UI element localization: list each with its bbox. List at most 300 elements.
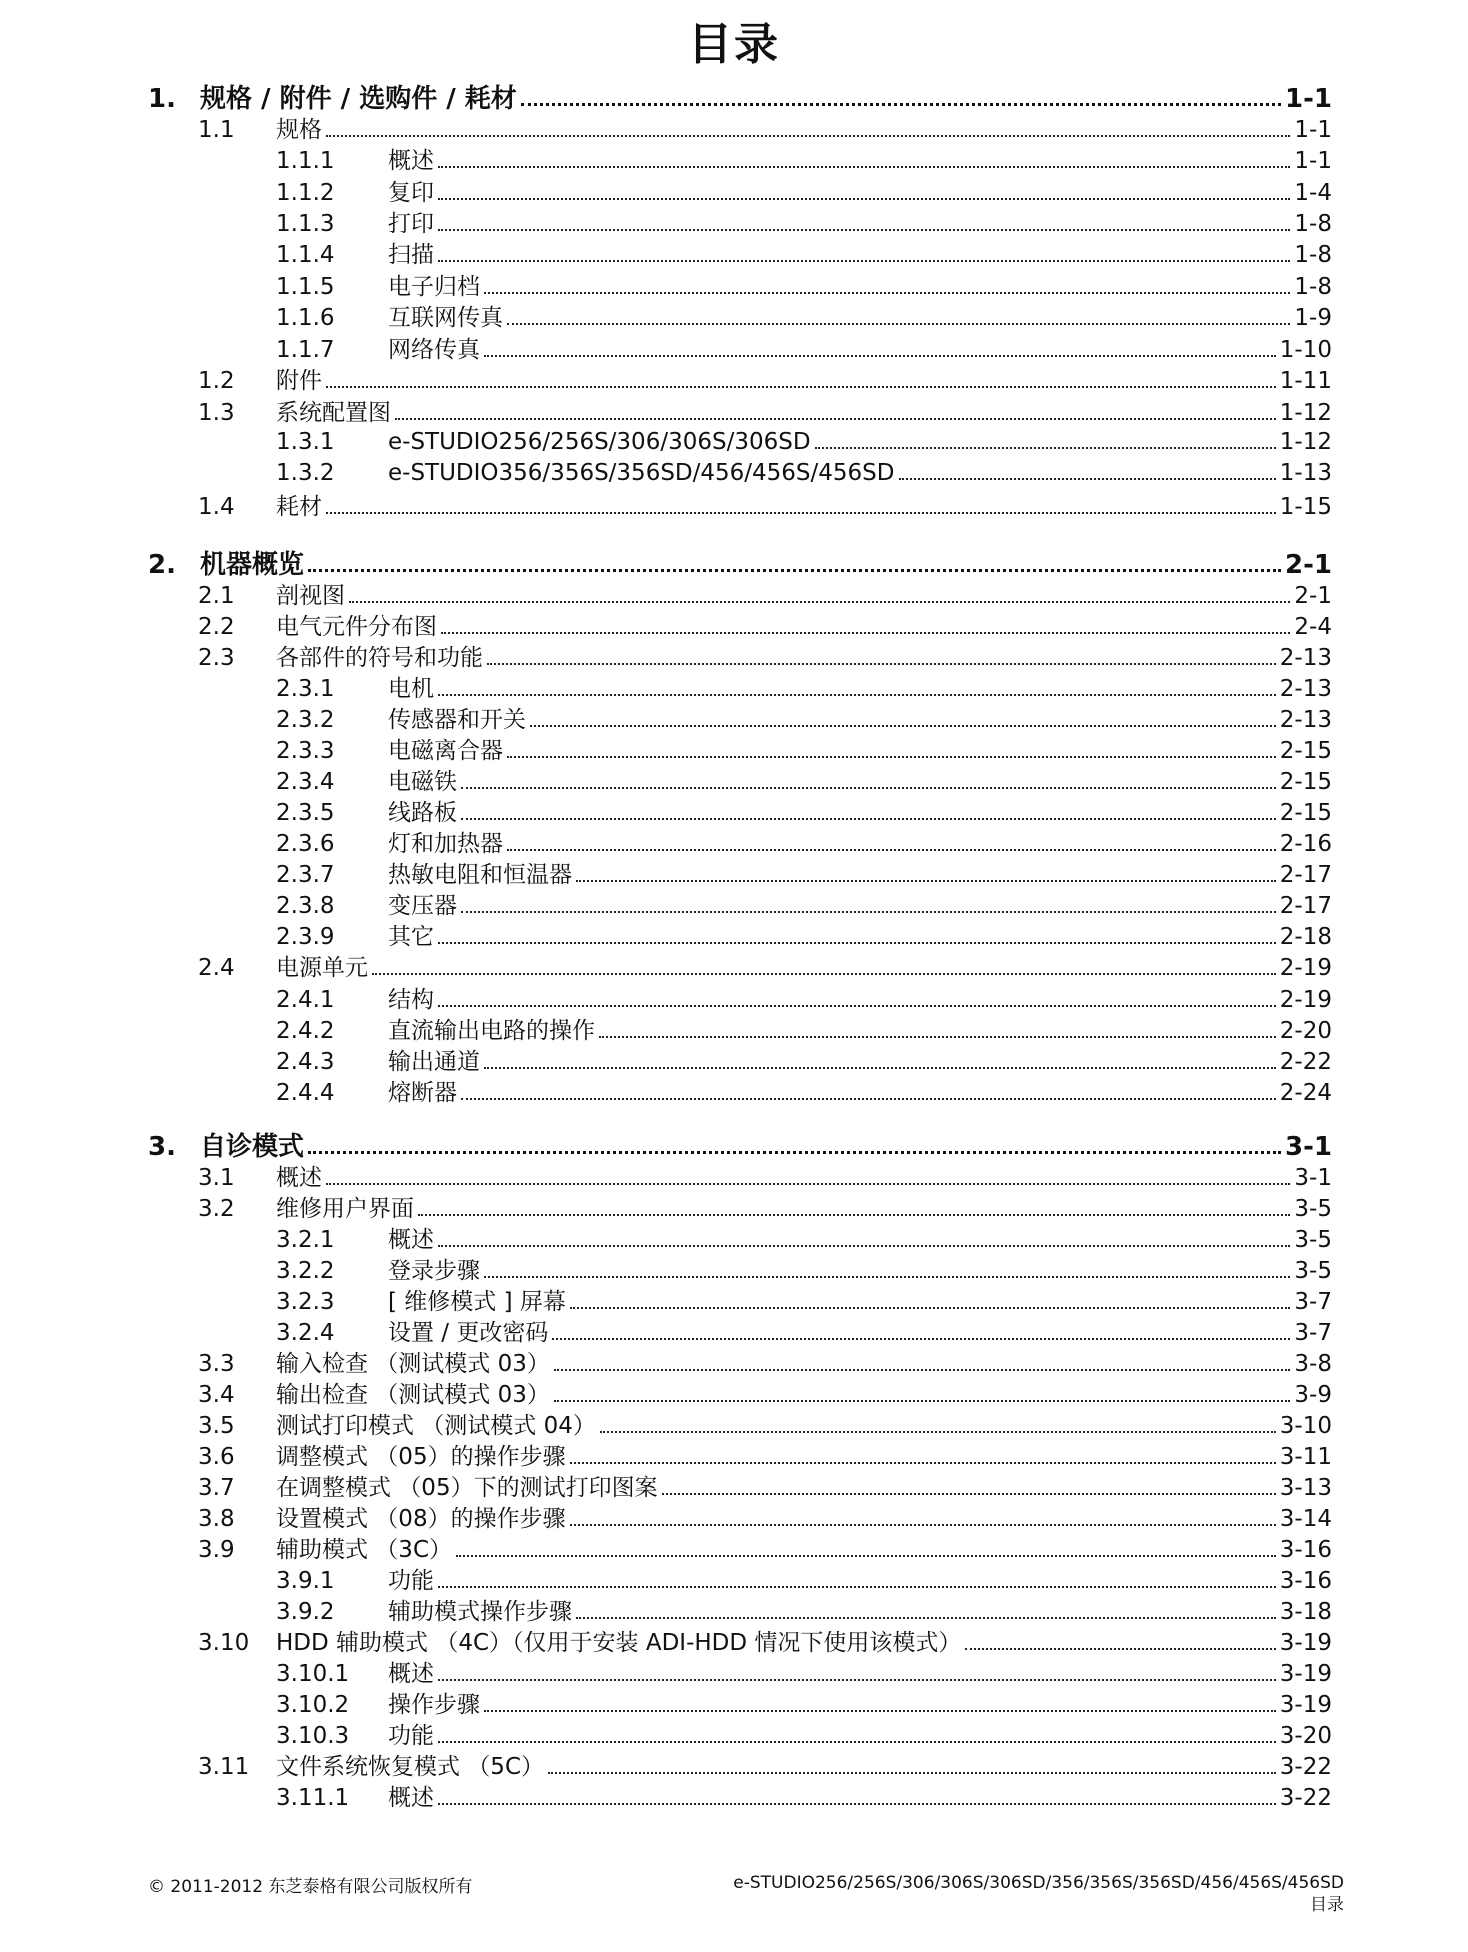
toc-entry-leader-line	[388, 1318, 1332, 1348]
toc-entry-number: 3.2.2	[276, 1258, 335, 1284]
toc-entry[interactable]	[148, 825, 1332, 859]
toc-entry-leader-line	[388, 798, 1332, 828]
dot-leader	[599, 1036, 1276, 1038]
toc-entry-number: 3.10	[198, 1630, 250, 1656]
toc-entry[interactable]	[148, 423, 1332, 457]
dot-leader	[326, 512, 1276, 514]
dot-leader	[484, 292, 1290, 294]
dot-leader	[554, 1400, 1291, 1402]
toc-entry[interactable]	[148, 1314, 1332, 1348]
toc-entry-title: 概述	[388, 148, 434, 174]
toc-entry-page: 3-10	[1279, 1413, 1332, 1439]
toc-entry[interactable]	[148, 732, 1332, 766]
dot-leader	[554, 1369, 1291, 1371]
toc-entry[interactable]	[148, 887, 1332, 921]
toc-entry[interactable]	[148, 488, 1332, 522]
toc-entry-title: 设置 / 更改密码	[388, 1320, 549, 1346]
toc-entry-leader-line	[276, 643, 1332, 673]
page-title: 目录	[688, 19, 780, 70]
toc-entry-title: 互联网传真	[388, 305, 503, 331]
toc-entry-leader-line	[388, 674, 1332, 704]
toc-entry-title: 概述	[388, 1661, 434, 1687]
toc-entry-page: 2-13	[1279, 676, 1332, 702]
footer-info	[733, 1872, 1344, 1916]
toc-entry-page: 1-9	[1294, 305, 1332, 331]
toc-entry-page: 3-11	[1279, 1444, 1332, 1470]
dot-leader	[456, 1555, 1276, 1557]
toc-entry-title: HDD 辅助模式 （4C）（仅用于安装 ADI-HDD 情况下使用该模式）	[276, 1630, 962, 1656]
toc-entry-leader-line	[276, 1442, 1332, 1472]
toc-entry-number: 2.3.5	[276, 800, 335, 826]
toc-entry-page: 2-22	[1279, 1049, 1332, 1075]
toc-entry-page: 3-7	[1294, 1289, 1332, 1315]
toc-entry-leader-line	[200, 1132, 1332, 1162]
toc-entry-leader-line	[388, 1783, 1332, 1813]
dot-leader	[349, 601, 1290, 603]
toc-entry-page: 3-5	[1294, 1227, 1332, 1253]
toc-entry-leader-line	[388, 1659, 1332, 1689]
toc-entry-title: 其它	[388, 924, 434, 950]
toc-entry-number: 2.3.3	[276, 738, 335, 764]
toc-entry[interactable]	[148, 981, 1332, 1015]
toc-entry-number: 1.	[148, 84, 176, 114]
toc-entry-page: 3-1	[1294, 1165, 1332, 1191]
toc-entry-leader-line	[200, 84, 1332, 114]
toc-entry-title: 耗材	[276, 494, 322, 520]
toc-entry-page: 3-7	[1294, 1320, 1332, 1346]
toc-entry-page: 2-15	[1279, 800, 1332, 826]
toc-entry[interactable]	[148, 1469, 1332, 1503]
toc-entry-number: 3.8	[198, 1506, 235, 1532]
toc-entry[interactable]	[148, 670, 1332, 704]
toc-entry-title: 输出检查 （测试模式 03）	[276, 1382, 550, 1408]
toc-entry-leader-line	[388, 1566, 1332, 1596]
toc-entry-number: 2.3.2	[276, 707, 335, 733]
toc-entry-page: 3-1	[1285, 1132, 1332, 1162]
toc-entry-title: 打印	[388, 211, 434, 237]
toc-entry-page: 1-11	[1279, 368, 1332, 394]
toc-entry-title: 直流输出电路的操作	[388, 1018, 595, 1044]
dot-leader	[965, 1648, 1275, 1650]
toc-entry-page: 2-1	[1285, 550, 1332, 580]
toc-entry-leader-line	[388, 1256, 1332, 1286]
dot-leader	[899, 478, 1276, 480]
toc-entry-title: 电气元件分布图	[276, 614, 437, 640]
toc-entry[interactable]	[148, 1221, 1332, 1255]
toc-entry-page: 1-12	[1279, 400, 1332, 426]
toc-entry-leader-line	[388, 705, 1332, 735]
toc-entry-page: 3-22	[1279, 1785, 1332, 1811]
toc-entry-title: 扫描	[388, 242, 434, 268]
dot-leader	[438, 229, 1290, 231]
toc-entry-number: 2.3.9	[276, 924, 335, 950]
toc-entry-leader-line	[276, 1380, 1332, 1410]
toc-entry-title: 操作步骤	[388, 1692, 480, 1718]
toc-entry-page: 2-4	[1294, 614, 1332, 640]
toc-entry-leader-line	[388, 427, 1332, 457]
toc-entry-leader-line	[200, 550, 1332, 580]
dot-leader	[326, 135, 1290, 137]
toc-entry-leader-line	[276, 1163, 1332, 1193]
toc-entry-leader-line	[276, 1411, 1332, 1441]
toc-entry-number: 2.4.3	[276, 1049, 335, 1075]
dot-leader	[530, 725, 1276, 727]
toc-entry-leader-line	[276, 581, 1332, 611]
toc-entry[interactable]	[148, 1562, 1332, 1596]
dot-leader	[570, 1524, 1276, 1526]
dot-leader	[461, 1098, 1276, 1100]
toc-entry[interactable]	[148, 80, 1332, 114]
toc-entry-title: e-STUDIO356/356S/356SD/456/456S/456SD	[388, 460, 895, 486]
toc-entry-page: 1-13	[1279, 460, 1332, 486]
dot-leader	[576, 880, 1276, 882]
toc-entry-page: 3-22	[1279, 1754, 1332, 1780]
toc-entry[interactable]	[148, 1128, 1332, 1162]
toc-entry[interactable]	[148, 362, 1332, 396]
toc-entry-number: 3.5	[198, 1413, 235, 1439]
toc-entry[interactable]	[148, 701, 1332, 735]
dot-leader	[507, 849, 1276, 851]
toc-entry[interactable]	[148, 1717, 1332, 1751]
toc-entry-number: 2.4.4	[276, 1080, 335, 1106]
toc-entry[interactable]	[148, 174, 1332, 208]
toc-entry[interactable]	[148, 794, 1332, 828]
toc-entry-title: 功能	[388, 1723, 434, 1749]
toc-entry-leader-line	[388, 860, 1332, 890]
toc-entry-page: 2-24	[1279, 1080, 1332, 1106]
toc-entry-page: 3-9	[1294, 1382, 1332, 1408]
toc-entry-page: 2-13	[1279, 645, 1332, 671]
toc-entry-page: 1-8	[1294, 274, 1332, 300]
dot-leader	[395, 418, 1276, 420]
toc-entry-title: 文件系统恢复模式 （5C）	[276, 1754, 545, 1780]
toc-entry-title: 传感器和开关	[388, 707, 526, 733]
toc-entry-number: 1.3.1	[276, 429, 335, 455]
toc-entry[interactable]	[148, 949, 1332, 983]
toc-entry-title: 熔断器	[388, 1080, 457, 1106]
toc-entry-number: 2.4.2	[276, 1018, 335, 1044]
toc-entry-number: 3.9	[198, 1537, 235, 1563]
toc-entry-page: 3-16	[1279, 1537, 1332, 1563]
toc-entry-leader-line	[388, 335, 1332, 365]
toc-entry-page: 1-8	[1294, 242, 1332, 268]
toc-entry-title: 附件	[276, 368, 322, 394]
dot-leader	[461, 787, 1276, 789]
toc-entry[interactable]	[148, 608, 1332, 642]
toc-entry[interactable]	[148, 1345, 1332, 1379]
dot-leader	[418, 1214, 1290, 1216]
toc-entry-number: 3.2.1	[276, 1227, 335, 1253]
dot-leader	[815, 447, 1276, 449]
toc-entry-title: 电子归档	[388, 274, 480, 300]
toc-entry-number: 3.10.3	[276, 1723, 350, 1749]
toc-entry-number: 2.3.7	[276, 862, 335, 888]
toc-entry-title: 电磁离合器	[388, 738, 503, 764]
toc-entry-number: 1.3	[198, 400, 235, 426]
toc-entry-number: 1.1.4	[276, 242, 335, 268]
toc-entry-leader-line	[276, 953, 1332, 983]
toc-entry-page: 2-13	[1279, 707, 1332, 733]
toc-entry-title: 功能	[388, 1568, 434, 1594]
dot-leader	[438, 942, 1276, 944]
toc-entry-title: 调整模式 （05）的操作步骤	[276, 1444, 566, 1470]
dot-leader	[484, 355, 1276, 357]
toc-entry-number: 1.1	[198, 117, 235, 143]
toc-entry-page: 2-18	[1279, 924, 1332, 950]
toc-entry-number: 1.4	[198, 494, 235, 520]
dot-leader	[438, 1005, 1276, 1007]
toc-entry[interactable]	[148, 454, 1332, 488]
dot-leader	[308, 569, 1281, 572]
toc-entry-leader-line	[388, 1690, 1332, 1720]
toc-entry-leader-line	[388, 767, 1332, 797]
toc-entry[interactable]	[148, 856, 1332, 890]
toc-entry-page: 3-8	[1294, 1351, 1332, 1377]
toc-entry[interactable]	[148, 331, 1332, 365]
toc-entry[interactable]	[148, 1779, 1332, 1813]
toc-entry-page: 1-15	[1279, 494, 1332, 520]
toc-entry-page: 1-1	[1285, 84, 1332, 114]
toc-entry-number: 2.4.1	[276, 987, 335, 1013]
toc-entry[interactable]	[148, 1500, 1332, 1534]
toc-entry-leader-line	[388, 272, 1332, 302]
dot-leader	[326, 386, 1276, 388]
toc-entry-number: 3.9.1	[276, 1568, 335, 1594]
toc-entry-number: 1.2	[198, 368, 235, 394]
toc-entry-number: 1.1.2	[276, 180, 335, 206]
toc-entry-number: 3.7	[198, 1475, 235, 1501]
toc-entry-leader-line	[388, 458, 1332, 488]
toc-entry-title: 测试打印模式 （测试模式 04）	[276, 1413, 596, 1439]
toc-entry-title: 电源单元	[276, 955, 368, 981]
dot-leader	[484, 1710, 1276, 1712]
dot-leader	[372, 973, 1276, 975]
toc-entry-number: 3.	[148, 1132, 176, 1162]
toc-entry[interactable]	[148, 1593, 1332, 1627]
toc-entry-title: 概述	[388, 1227, 434, 1253]
toc-entry-page: 3-20	[1279, 1723, 1332, 1749]
toc-entry-title: 在调整模式 （05）下的测试打印图案	[276, 1475, 658, 1501]
toc-entry-title: e-STUDIO256/256S/306/306S/306SD	[388, 429, 811, 455]
toc-entry[interactable]	[148, 1438, 1332, 1472]
toc-entry-title: 输入检查 （测试模式 03）	[276, 1351, 550, 1377]
toc-entry-page: 3-14	[1279, 1506, 1332, 1532]
dot-leader	[461, 911, 1276, 913]
toc-entry-number: 1.1.7	[276, 337, 335, 363]
toc-entry-title: [ 维修模式 ] 屏幕	[388, 1289, 566, 1315]
toc-entry-title: 复印	[388, 180, 434, 206]
toc-entry[interactable]	[148, 1531, 1332, 1565]
toc-entry-leader-line	[388, 985, 1332, 1015]
toc-entry[interactable]	[148, 1074, 1332, 1108]
toc-entry-page: 3-19	[1279, 1692, 1332, 1718]
toc-entry-title: 机器概览	[200, 550, 305, 580]
toc-entry-number: 1.1.1	[276, 148, 335, 174]
toc-entry[interactable]	[148, 1159, 1332, 1193]
toc-entry-title: 系统配置图	[276, 400, 391, 426]
toc-entry-leader-line	[276, 1473, 1332, 1503]
toc-entry-page: 3-18	[1279, 1599, 1332, 1625]
toc-entry-page: 3-5	[1294, 1196, 1332, 1222]
toc-entry[interactable]	[148, 1655, 1332, 1689]
toc-entry-leader-line	[388, 891, 1332, 921]
toc-entry-page: 3-5	[1294, 1258, 1332, 1284]
toc-entry-page: 3-19	[1279, 1630, 1332, 1656]
toc-entry-number: 2.4	[198, 955, 235, 981]
dot-leader	[484, 1067, 1276, 1069]
toc-entry-number: 3.6	[198, 1444, 235, 1470]
toc-entry-page: 2-19	[1279, 955, 1332, 981]
toc-entry-number: 2.3.4	[276, 769, 335, 795]
toc-entry-title: 维修用户界面	[276, 1196, 414, 1222]
toc-entry-leader-line	[276, 1194, 1332, 1224]
toc-entry-leader-line	[388, 1721, 1332, 1751]
toc-entry-leader-line	[276, 1349, 1332, 1379]
toc-entry-number: 3.4	[198, 1382, 235, 1408]
toc-entry-page: 1-1	[1294, 148, 1332, 174]
toc-entry-title: 概述	[388, 1785, 434, 1811]
toc-entry-page: 2-1	[1294, 583, 1332, 609]
toc-entry-number: 2.3.8	[276, 893, 335, 919]
toc-entry-title: 剖视图	[276, 583, 345, 609]
dot-leader	[438, 694, 1276, 696]
dot-leader	[438, 166, 1290, 168]
toc-entry[interactable]	[148, 763, 1332, 797]
toc-entry-page: 1-12	[1279, 429, 1332, 455]
toc-entry[interactable]	[148, 268, 1332, 302]
toc-entry-leader-line	[276, 1504, 1332, 1534]
toc-entry[interactable]	[148, 205, 1332, 239]
toc-entry-number: 1.1.5	[276, 274, 335, 300]
dot-leader	[438, 1245, 1290, 1247]
toc-entry-leader-line	[388, 1597, 1332, 1627]
toc-entry-title: 灯和加热器	[388, 831, 503, 857]
toc-entry-page: 1-10	[1279, 337, 1332, 363]
dot-leader	[570, 1462, 1276, 1464]
toc-entry-leader-line	[388, 829, 1332, 859]
toc-entry-leader-line	[388, 240, 1332, 270]
toc-entry-title: 线路板	[388, 800, 457, 826]
footer-section: 目录	[1310, 1895, 1344, 1915]
toc-entry[interactable]	[148, 1748, 1332, 1782]
toc-entry[interactable]	[148, 1043, 1332, 1077]
dot-leader	[570, 1307, 1291, 1309]
toc-entry-title: 概述	[276, 1165, 322, 1191]
toc-entry-leader-line	[276, 612, 1332, 642]
toc-entry-leader-line	[388, 1225, 1332, 1255]
toc-entry[interactable]	[148, 546, 1332, 580]
toc-entry-number: 3.11	[198, 1754, 250, 1780]
toc-entry-leader-line	[388, 209, 1332, 239]
toc-entry-number: 3.2.4	[276, 1320, 335, 1346]
toc-entry[interactable]	[148, 299, 1332, 333]
dot-leader	[548, 1772, 1276, 1774]
toc-entry-leader-line	[276, 115, 1332, 145]
dot-leader	[576, 1617, 1276, 1619]
toc-entry-leader-line	[276, 1628, 1332, 1658]
toc-entry-page: 3-16	[1279, 1568, 1332, 1594]
dot-leader	[441, 632, 1290, 634]
toc-entry-page: 2-16	[1279, 831, 1332, 857]
toc-entry-leader-line	[276, 492, 1332, 522]
toc-entry-number: 3.2	[198, 1196, 235, 1222]
toc-entry-number: 1.3.2	[276, 460, 335, 486]
toc-entry-page: 2-15	[1279, 769, 1332, 795]
toc-entry-leader-line	[388, 1287, 1332, 1317]
toc-entry-title: 各部件的符号和功能	[276, 645, 483, 671]
toc-entry-leader-line	[388, 736, 1332, 766]
toc-entry-number: 2.3.1	[276, 676, 335, 702]
toc-entry-number: 1.1.3	[276, 211, 335, 237]
toc-entry-title: 辅助模式 （3C）	[276, 1537, 453, 1563]
toc-entry-number: 3.9.2	[276, 1599, 335, 1625]
toc-entry-number: 2.2	[198, 614, 235, 640]
footer-models: e-STUDIO256/256S/306/306S/306SD/356/356S/356SD/456/456S/456SD	[733, 1873, 1344, 1893]
toc-entry[interactable]	[148, 1686, 1332, 1720]
dot-leader	[438, 1586, 1276, 1588]
toc-entry[interactable]	[148, 1283, 1332, 1317]
toc-entry-page: 2-17	[1279, 862, 1332, 888]
toc-entry-title: 电机	[388, 676, 434, 702]
toc-entry-title: 设置模式 （08）的操作步骤	[276, 1506, 566, 1532]
toc-entry-page: 1-8	[1294, 211, 1332, 237]
toc-entry[interactable]	[148, 639, 1332, 673]
toc-entry[interactable]	[148, 1012, 1332, 1046]
toc-entry[interactable]	[148, 918, 1332, 952]
toc-entry-title: 辅助模式操作步骤	[388, 1599, 572, 1625]
toc-entry[interactable]	[148, 1624, 1332, 1658]
toc-entry-title: 自诊模式	[200, 1132, 305, 1162]
dot-leader	[507, 323, 1290, 325]
dot-leader	[438, 1679, 1276, 1681]
toc-entry-page: 2-15	[1279, 738, 1332, 764]
toc-entry-leader-line	[388, 303, 1332, 333]
toc-entry-leader-line	[276, 1752, 1332, 1782]
toc-entry-title: 规格 / 附件 / 选购件 / 耗材	[200, 84, 517, 114]
toc-entry-title: 登录步骤	[388, 1258, 480, 1284]
toc-entry[interactable]	[148, 577, 1332, 611]
toc-entry[interactable]	[148, 236, 1332, 270]
toc-entry-title: 网络传真	[388, 337, 480, 363]
toc-entry[interactable]	[148, 111, 1332, 145]
toc-entry[interactable]	[148, 142, 1332, 176]
toc-entry-leader-line	[388, 146, 1332, 176]
toc-entry-title: 结构	[388, 987, 434, 1013]
toc-entry-title: 规格	[276, 117, 322, 143]
toc-entry-leader-line	[276, 1535, 1332, 1565]
dot-leader	[600, 1431, 1276, 1433]
dot-leader	[438, 1803, 1276, 1805]
toc-entry-leader-line	[388, 178, 1332, 208]
dot-leader	[308, 1151, 1281, 1154]
toc-entry-number: 2.3.6	[276, 831, 335, 857]
toc-entry[interactable]	[148, 1190, 1332, 1224]
dot-leader	[487, 663, 1276, 665]
toc-entry-page: 1-1	[1294, 117, 1332, 143]
toc-entry-leader-line	[388, 1047, 1332, 1077]
toc-entry-title: 电磁铁	[388, 769, 457, 795]
toc-entry-page: 1-4	[1294, 180, 1332, 206]
dot-leader	[552, 1338, 1290, 1340]
toc-entry[interactable]	[148, 1407, 1332, 1441]
toc-entry[interactable]	[148, 1376, 1332, 1410]
dot-leader	[438, 260, 1290, 262]
toc-entry-page: 3-13	[1279, 1475, 1332, 1501]
toc-entry-number: 3.1	[198, 1165, 235, 1191]
toc-entry-number: 3.11.1	[276, 1785, 350, 1811]
dot-leader	[507, 756, 1276, 758]
toc-entry[interactable]	[148, 1252, 1332, 1286]
